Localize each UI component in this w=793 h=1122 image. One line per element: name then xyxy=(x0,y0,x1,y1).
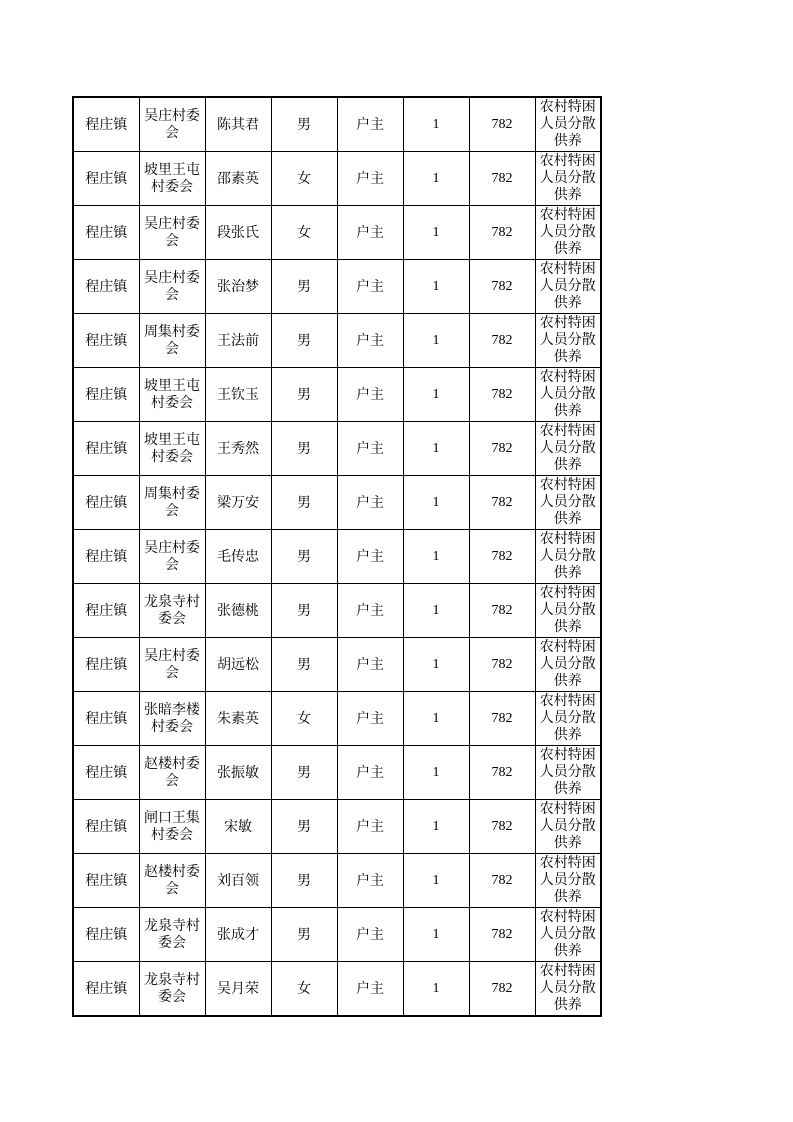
amount-cell: 782 xyxy=(469,314,535,368)
gender-cell: 男 xyxy=(271,908,337,962)
household-count-cell: 1 xyxy=(403,368,469,422)
amount-cell: 782 xyxy=(469,800,535,854)
town-cell: 程庄镇 xyxy=(73,530,139,584)
relation-cell: 户主 xyxy=(337,530,403,584)
relief-type-cell: 农村特困人员分散供养 xyxy=(535,692,601,746)
gender-cell: 女 xyxy=(271,692,337,746)
gender-cell: 女 xyxy=(271,206,337,260)
relation-cell: 户主 xyxy=(337,97,403,152)
amount-cell: 782 xyxy=(469,152,535,206)
table-row xyxy=(73,854,601,908)
amount-cell: 782 xyxy=(469,854,535,908)
table-row xyxy=(73,152,601,206)
village-cell: 吴庄村委会 xyxy=(139,206,205,260)
gender-cell: 男 xyxy=(271,530,337,584)
household-count-cell: 1 xyxy=(403,962,469,1017)
relation-cell: 户主 xyxy=(337,584,403,638)
amount-cell: 782 xyxy=(469,422,535,476)
relief-type-cell: 农村特困人员分散供养 xyxy=(535,530,601,584)
table-row xyxy=(73,800,601,854)
relief-type-cell: 农村特困人员分散供养 xyxy=(535,368,601,422)
relation-cell: 户主 xyxy=(337,638,403,692)
relation-cell: 户主 xyxy=(337,854,403,908)
relief-type-cell: 农村特困人员分散供养 xyxy=(535,800,601,854)
relief-type-cell: 农村特困人员分散供养 xyxy=(535,206,601,260)
name-cell: 刘百领 xyxy=(205,854,271,908)
town-cell: 程庄镇 xyxy=(73,800,139,854)
village-cell: 赵楼村委会 xyxy=(139,746,205,800)
relation-cell: 户主 xyxy=(337,260,403,314)
gender-cell: 男 xyxy=(271,97,337,152)
amount-cell: 782 xyxy=(469,206,535,260)
table-row xyxy=(73,260,601,314)
town-cell: 程庄镇 xyxy=(73,584,139,638)
gender-cell: 男 xyxy=(271,368,337,422)
table-row xyxy=(73,422,601,476)
relief-type-cell: 农村特困人员分散供养 xyxy=(535,476,601,530)
name-cell: 王法前 xyxy=(205,314,271,368)
gender-cell: 男 xyxy=(271,800,337,854)
relief-type-cell: 农村特困人员分散供养 xyxy=(535,152,601,206)
name-cell: 王钦玉 xyxy=(205,368,271,422)
relation-cell: 户主 xyxy=(337,422,403,476)
household-count-cell: 1 xyxy=(403,854,469,908)
relation-cell: 户主 xyxy=(337,692,403,746)
amount-cell: 782 xyxy=(469,530,535,584)
town-cell: 程庄镇 xyxy=(73,638,139,692)
table-row xyxy=(73,746,601,800)
village-cell: 龙泉寺村委会 xyxy=(139,962,205,1017)
relief-type-cell: 农村特困人员分散供养 xyxy=(535,97,601,152)
household-count-cell: 1 xyxy=(403,422,469,476)
town-cell: 程庄镇 xyxy=(73,746,139,800)
amount-cell: 782 xyxy=(469,962,535,1017)
household-count-cell: 1 xyxy=(403,584,469,638)
gender-cell: 男 xyxy=(271,476,337,530)
household-count-cell: 1 xyxy=(403,530,469,584)
relief-type-cell: 农村特困人员分散供养 xyxy=(535,854,601,908)
amount-cell: 782 xyxy=(469,584,535,638)
household-count-cell: 1 xyxy=(403,152,469,206)
village-cell: 闸口王集村委会 xyxy=(139,800,205,854)
name-cell: 朱素英 xyxy=(205,692,271,746)
gender-cell: 男 xyxy=(271,584,337,638)
relation-cell: 户主 xyxy=(337,800,403,854)
amount-cell: 782 xyxy=(469,692,535,746)
name-cell: 张治梦 xyxy=(205,260,271,314)
town-cell: 程庄镇 xyxy=(73,206,139,260)
table-row xyxy=(73,584,601,638)
name-cell: 张振敏 xyxy=(205,746,271,800)
household-count-cell: 1 xyxy=(403,314,469,368)
name-cell: 胡远松 xyxy=(205,638,271,692)
name-cell: 毛传忠 xyxy=(205,530,271,584)
amount-cell: 782 xyxy=(469,908,535,962)
relief-type-cell: 农村特困人员分散供养 xyxy=(535,422,601,476)
town-cell: 程庄镇 xyxy=(73,908,139,962)
amount-cell: 782 xyxy=(469,368,535,422)
name-cell: 张德桃 xyxy=(205,584,271,638)
village-cell: 龙泉寺村委会 xyxy=(139,584,205,638)
village-cell: 周集村委会 xyxy=(139,476,205,530)
village-cell: 周集村委会 xyxy=(139,314,205,368)
roster-body xyxy=(73,97,601,1016)
relief-type-cell: 农村特困人员分散供养 xyxy=(535,746,601,800)
town-cell: 程庄镇 xyxy=(73,314,139,368)
name-cell: 吴月荣 xyxy=(205,962,271,1017)
town-cell: 程庄镇 xyxy=(73,97,139,152)
town-cell: 程庄镇 xyxy=(73,422,139,476)
town-cell: 程庄镇 xyxy=(73,476,139,530)
relation-cell: 户主 xyxy=(337,908,403,962)
table-row xyxy=(73,476,601,530)
table-row xyxy=(73,314,601,368)
village-cell: 赵楼村委会 xyxy=(139,854,205,908)
table-row xyxy=(73,692,601,746)
household-count-cell: 1 xyxy=(403,746,469,800)
town-cell: 程庄镇 xyxy=(73,152,139,206)
table-row xyxy=(73,97,601,152)
relief-type-cell: 农村特困人员分散供养 xyxy=(535,260,601,314)
table-row xyxy=(73,530,601,584)
amount-cell: 782 xyxy=(469,746,535,800)
household-count-cell: 1 xyxy=(403,800,469,854)
household-count-cell: 1 xyxy=(403,476,469,530)
household-count-cell: 1 xyxy=(403,692,469,746)
name-cell: 张成才 xyxy=(205,908,271,962)
town-cell: 程庄镇 xyxy=(73,962,139,1017)
relief-type-cell: 农村特困人员分散供养 xyxy=(535,584,601,638)
household-count-cell: 1 xyxy=(403,638,469,692)
name-cell: 王秀然 xyxy=(205,422,271,476)
amount-cell: 782 xyxy=(469,97,535,152)
town-cell: 程庄镇 xyxy=(73,854,139,908)
amount-cell: 782 xyxy=(469,638,535,692)
village-cell: 吴庄村委会 xyxy=(139,97,205,152)
table-row xyxy=(73,962,601,1017)
name-cell: 宋敏 xyxy=(205,800,271,854)
relief-roster-table xyxy=(72,96,602,1017)
gender-cell: 男 xyxy=(271,260,337,314)
relation-cell: 户主 xyxy=(337,476,403,530)
table-row xyxy=(73,368,601,422)
village-cell: 吴庄村委会 xyxy=(139,638,205,692)
relation-cell: 户主 xyxy=(337,962,403,1017)
household-count-cell: 1 xyxy=(403,260,469,314)
name-cell: 邵素英 xyxy=(205,152,271,206)
name-cell: 段张氏 xyxy=(205,206,271,260)
village-cell: 张暗李楼村委会 xyxy=(139,692,205,746)
village-cell: 吴庄村委会 xyxy=(139,530,205,584)
gender-cell: 男 xyxy=(271,854,337,908)
household-count-cell: 1 xyxy=(403,97,469,152)
amount-cell: 782 xyxy=(469,260,535,314)
village-cell: 坡里王屯村委会 xyxy=(139,422,205,476)
household-count-cell: 1 xyxy=(403,206,469,260)
household-count-cell: 1 xyxy=(403,908,469,962)
gender-cell: 男 xyxy=(271,746,337,800)
gender-cell: 男 xyxy=(271,638,337,692)
relief-type-cell: 农村特困人员分散供养 xyxy=(535,314,601,368)
name-cell: 陈其君 xyxy=(205,97,271,152)
table-row xyxy=(73,638,601,692)
name-cell: 梁万安 xyxy=(205,476,271,530)
village-cell: 吴庄村委会 xyxy=(139,260,205,314)
village-cell: 坡里王屯村委会 xyxy=(139,152,205,206)
town-cell: 程庄镇 xyxy=(73,260,139,314)
town-cell: 程庄镇 xyxy=(73,692,139,746)
relation-cell: 户主 xyxy=(337,152,403,206)
gender-cell: 女 xyxy=(271,962,337,1017)
village-cell: 坡里王屯村委会 xyxy=(139,368,205,422)
town-cell: 程庄镇 xyxy=(73,368,139,422)
relief-type-cell: 农村特困人员分散供养 xyxy=(535,908,601,962)
relief-type-cell: 农村特困人员分散供养 xyxy=(535,962,601,1017)
table-row xyxy=(73,908,601,962)
relation-cell: 户主 xyxy=(337,314,403,368)
gender-cell: 女 xyxy=(271,152,337,206)
relation-cell: 户主 xyxy=(337,746,403,800)
amount-cell: 782 xyxy=(469,476,535,530)
relief-type-cell: 农村特困人员分散供养 xyxy=(535,638,601,692)
relation-cell: 户主 xyxy=(337,206,403,260)
gender-cell: 男 xyxy=(271,422,337,476)
table-row xyxy=(73,206,601,260)
relation-cell: 户主 xyxy=(337,368,403,422)
gender-cell: 男 xyxy=(271,314,337,368)
village-cell: 龙泉寺村委会 xyxy=(139,908,205,962)
